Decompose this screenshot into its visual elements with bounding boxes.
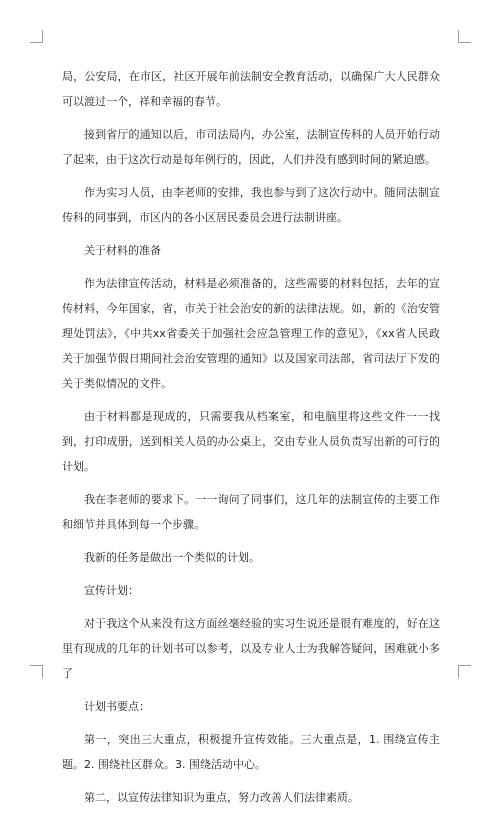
paragraph-materials: 作为法律宣传活动，材料是必须准备的，这些需要的材料包括，去年的宣传材料，今年国家，省，市关于社会治安的新的法律法规。如，新的《治安管理处罚法》，《中共xx省委关于加强社会应急管理工作的意见》，《xx省人民政关于加强节假日期间社会治安管理的通知》以及国家司法部，省司法厅下发的关于类似情况的文件。 (62, 277, 440, 390)
crop-mark-top-right (458, 30, 471, 43)
paragraph-intern-role: 作为实习人员，由李老师的安排，我也参与到了这次行动中。随同法制宣传科的同事到，市区内的各小区居民委员会进行法制讲座。 (62, 186, 440, 224)
section-heading-plan-points: 计划书要点： (84, 700, 150, 713)
crop-mark-bottom-left (30, 665, 43, 678)
paragraph-continuation: 局，公安局，在市区，社区开展年前法制安全教育活动，以确保广大人民群众可以渡过一个，祥和幸福的春节。 (62, 70, 440, 108)
section-heading-plan: 宣传计划： (84, 584, 139, 597)
document-body (62, 64, 440, 818)
paragraph-new-task: 我新的任务是做出一个类似的计划。 (84, 551, 260, 564)
section-heading-materials: 关于材料的准备 (84, 244, 161, 257)
paragraph-plan-difficulty: 对于我这个从来没有这方面丝毫经验的实习生说还是很有难度的，好在这里有现成的几年的计划书可以参考，以及专业人士为我解答疑问，困难就小多了 (62, 617, 440, 680)
paragraph-inquiry: 我在李老师的要求下。一一询问了同事们，这几年的法制宣传的主要工作和细节并具体到每一个步骤。 (62, 493, 440, 531)
crop-mark-bottom-right (458, 665, 471, 678)
paragraph-notice: 接到省厅的通知以后，市司法局内，办公室，法制宣传科的人员开始行动了起来，由于这次行动是每年例行的，因此，人们并没有感到时间的紧迫感。 (62, 128, 440, 166)
paragraph-ready-materials: 由于材料都是现成的，只需要我从档案室，和电脑里将这些文件一一找到，打印成册，送到相关人员的办公桌上，交由专业人员负责写出新的可行的计划。 (62, 410, 440, 473)
crop-mark-top-left (30, 30, 43, 43)
paragraph-point-one: 第一，突出三大重点，积极提升宣传效能。三大重点是，1. 围绕宣传主题。2. 围绕社区群众。3. 围绕活动中心。 (62, 733, 440, 771)
paragraph-point-two: 第二，以宣传法律知识为重点，努力改善人们法律素质。 (84, 791, 359, 804)
